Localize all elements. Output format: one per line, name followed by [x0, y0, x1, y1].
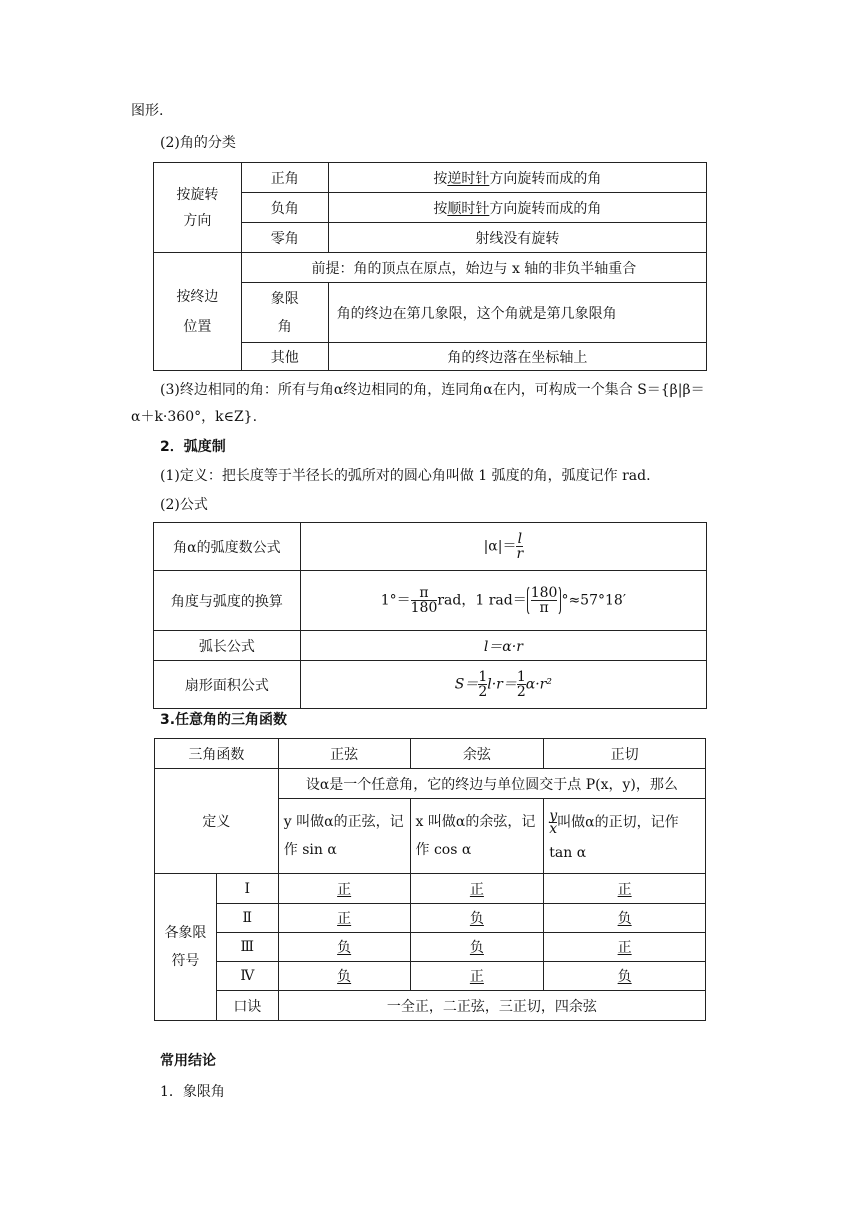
by-rotation-l2: 方向	[183, 212, 212, 229]
conclusion-item-1: 1．象限角	[160, 1084, 225, 1100]
radian-formula: |α|＝ $\frac{l}{r}$	[300, 523, 706, 571]
conversion-label: 角度与弧度的换算	[154, 571, 301, 631]
by-rotation-cell	[154, 163, 242, 253]
coterminal-line-2: α＋k·360°，k∈Z}.	[131, 409, 258, 425]
arc-length-formula: l＝α·r	[300, 631, 706, 661]
header-sin: 正弦	[278, 739, 410, 769]
quadrant-angle: 象限 角	[241, 283, 328, 343]
arc-length-label: 弧长公式	[154, 631, 301, 661]
sign-cos-q4: 正	[410, 962, 544, 991]
definition-label: 定义	[155, 769, 279, 874]
sector-area-label: 扇形面积公式	[154, 661, 301, 709]
radian-definition: (1)定义：把长度等于半径长的弧所对的圆心角叫做 1 弧度的角，弧度记作 rad.	[160, 468, 651, 484]
angle-classification-table	[153, 162, 707, 371]
coterminal-line-1: (3)终边相同的角：所有与角α终边相同的角，连同角α在内，可构成一个集合 S＝{β|β＝	[160, 382, 705, 398]
quadrant-3: Ⅲ	[216, 933, 278, 962]
quadrant-1: Ⅰ	[216, 874, 278, 904]
negative-angle-def: 按顺时针方向旋转而成的角	[328, 193, 706, 223]
conclusions-title: 常用结论	[160, 1053, 216, 1069]
sign-sin-q3: 负	[278, 933, 410, 962]
sector-area-formula: S＝ $\frac{1}{2}$ l·r＝ $\frac{1}{2}$ α·r²	[300, 661, 706, 709]
header-cos: 余弦	[410, 739, 544, 769]
mnemonic-label: 口诀	[216, 991, 278, 1021]
sign-tan-q3: 正	[544, 933, 706, 962]
definition-intro: 设α是一个任意角，它的终边与单位圆交于点 P(x，y)，那么	[278, 769, 705, 799]
sign-cos-q1: 正	[410, 874, 544, 904]
quadrant-4: Ⅳ	[216, 962, 278, 991]
positive-angle: 正角	[241, 163, 328, 193]
radian-formula-table	[153, 522, 707, 709]
classification-title: (2)角的分类	[160, 135, 236, 151]
sin-definition: y 叫做α的正弦，记 作 sin α	[278, 799, 410, 874]
other-angle: 其他	[241, 343, 328, 371]
sign-cos-q3: 负	[410, 933, 544, 962]
cos-definition: x 叫做α的余弦，记 作 cos α	[410, 799, 544, 874]
sign-label: 各象限 符号	[155, 874, 217, 1021]
formula-title: (2)公式	[160, 497, 208, 513]
by-rotation-l1: 按旋转	[176, 186, 219, 203]
zero-angle-def: 射线没有旋转	[328, 223, 706, 253]
sign-tan-q1: 正	[544, 874, 706, 904]
premise: 前提：角的顶点在原点，始边与 x 轴的非负半轴重合	[241, 253, 706, 283]
other-angle-def: 角的终边落在坐标轴上	[328, 343, 706, 371]
mnemonic: 一全正，二正弦，三正切，四余弦	[278, 991, 705, 1021]
top-line: 图形.	[131, 103, 164, 119]
sign-sin-q1: 正	[278, 874, 410, 904]
tan-definition: $\frac{y}{x}$ 叫做α的正切，记作 tan α	[544, 799, 706, 874]
quadrant-angle-def: 角的终边在第几象限，这个角就是第几象限角	[328, 283, 706, 343]
negative-angle: 负角	[241, 193, 328, 223]
sign-sin-q2: 正	[278, 904, 410, 933]
by-terminal-cell: 按终边 位置	[154, 253, 242, 371]
sign-sin-q4: 负	[278, 962, 410, 991]
header-trig-function: 三角函数	[155, 739, 279, 769]
header-tan: 正切	[544, 739, 706, 769]
positive-angle-def: 按逆时针方向旋转而成的角	[328, 163, 706, 193]
sign-cos-q2: 负	[410, 904, 544, 933]
conversion-formula: 1°＝ $\frac{\pi}{180}$ rad，1 rad＝ $\frac{180}{\pi}$ °≈57°18′	[300, 571, 706, 631]
radian-formula-label: 角α的弧度数公式	[154, 523, 301, 571]
sign-tan-q2: 负	[544, 904, 706, 933]
section-3-title: 3.任意角的三角函数	[160, 712, 288, 728]
zero-angle: 零角	[241, 223, 328, 253]
quadrant-2: Ⅱ	[216, 904, 278, 933]
trig-function-table	[154, 738, 706, 1021]
sign-tan-q4: 负	[544, 962, 706, 991]
section-2-title: 2．弧度制	[160, 439, 226, 455]
